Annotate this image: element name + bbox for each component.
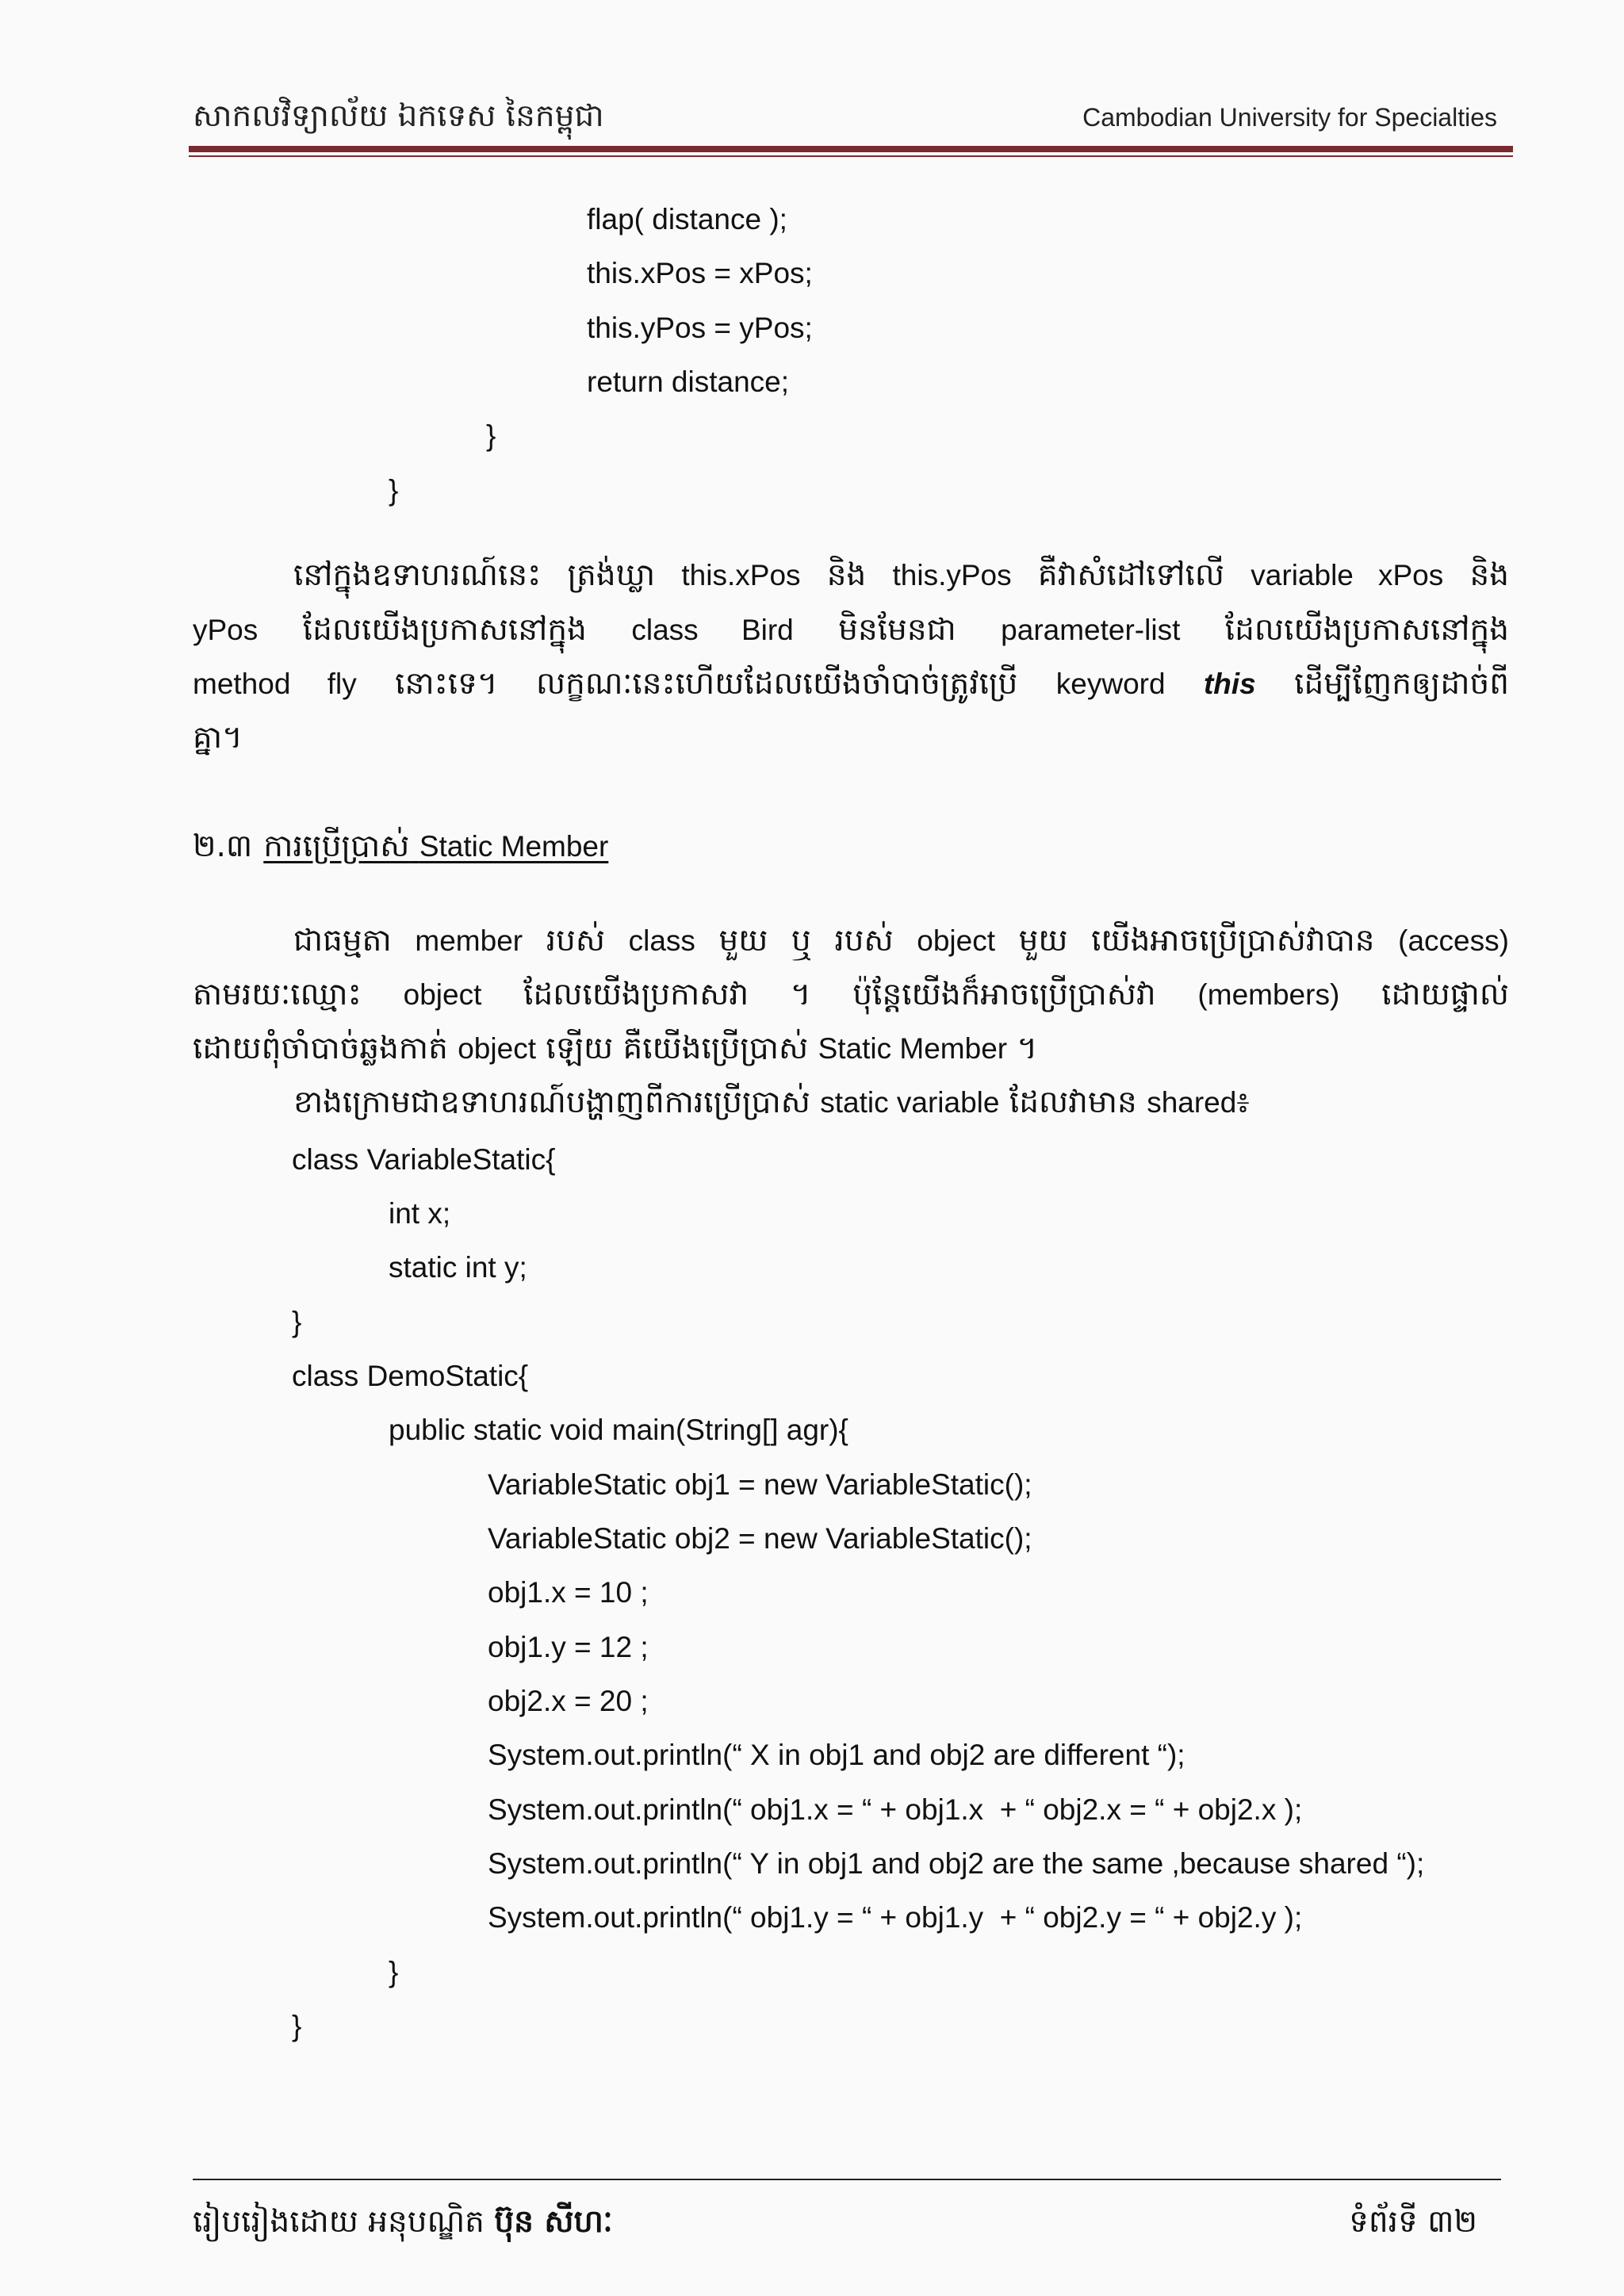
code-line: } — [486, 419, 496, 452]
code-line: } — [292, 1306, 302, 1338]
footer-author-name: ប៊ុន សីហៈ — [494, 2204, 613, 2240]
header-university-english: Cambodian University for Specialties — [1082, 103, 1497, 132]
header-rule-thin — [189, 155, 1513, 157]
section-heading — [193, 827, 608, 872]
paragraph-line: នៅក្នុងឧទាហរណ៍នេះ ត្រង់ឃ្លា this.xPos និង this.yPos គឺវាសំដៅទៅលើ variable xPos និង — [293, 557, 1509, 593]
code-line: System.out.println(“ obj1.y = “ + obj1.y + “ obj2.y = “ + obj2.y ); — [488, 1901, 1303, 1934]
section-title: ការប្រើប្រាស់ Static Member — [263, 828, 609, 864]
code-line: obj2.x = 20 ; — [488, 1685, 649, 1717]
code-line: obj1.x = 10 ; — [488, 1576, 649, 1609]
code-line: class DemoStatic{ — [292, 1360, 529, 1392]
paragraph-line: yPos ដែលយើងប្រកាសនៅក្នុង class Bird មិនមែនជា parameter-list ដែលយើងប្រកាសនៅក្នុង — [193, 612, 1509, 648]
keyword-this: this — [1203, 668, 1256, 700]
code-line: VariableStatic obj1 = new VariableStatic(); — [488, 1468, 1032, 1501]
paragraph-line: គ្នា។ — [193, 720, 243, 756]
paragraph-line: ដោយពុំចាំបាច់ឆ្លងកាត់ object ឡើយ គឺយើងប្រើប្រាស់ Static Member ។ — [193, 1031, 1038, 1066]
code-line: obj1.y = 12 ; — [488, 1631, 649, 1663]
code-line: } — [292, 2010, 302, 2042]
code-line: int x; — [389, 1197, 451, 1230]
code-line: VariableStatic obj2 = new VariableStatic(); — [488, 1522, 1032, 1555]
code-line: flap( distance ); — [587, 203, 787, 235]
footer-author: រៀបរៀងដោយ អនុបណ្ឌិត ប៊ុន សីហៈ — [193, 2204, 613, 2240]
section-number: ២.៣ — [193, 828, 253, 864]
paragraph-line: តាមរយៈឈ្មោះ object ដែលយើងប្រកាសវា ។ ប៉ុន្តែយើងក៏អាចប្រើប្រាស់វា (members) ដោយផ្ទាល់ — [193, 977, 1509, 1012]
header-rule — [189, 146, 1513, 152]
code-line: } — [389, 474, 399, 507]
code-line: System.out.println(“ Y in obj1 and obj2 are the same ,because shared “); — [488, 1847, 1425, 1880]
code-line: public static void main(String[] agr){ — [389, 1414, 848, 1446]
code-line: } — [389, 1956, 399, 1988]
code-line: class VariableStatic{ — [292, 1143, 556, 1176]
code-line: static int y; — [389, 1251, 527, 1284]
header-university-khmer: សាកលវិទ្យាល័យ ឯកទេស នៃកម្ពុជា — [193, 98, 604, 134]
paragraph-line: ខាងក្រោមជាឧទាហរណ៍បង្ហាញពីការប្រើប្រាស់ static variable ដែលវាមាន shared៖ — [293, 1085, 1250, 1120]
paragraph-line: ជាធម្មតា member របស់ class មួយ ឬ របស់ object មួយ យើងអាចប្រើប្រាស់វាបាន (access) — [293, 923, 1509, 959]
code-line: this.xPos = xPos; — [587, 257, 813, 289]
footer-rule — [193, 2179, 1501, 2180]
code-line: System.out.println(“ obj1.x = “ + obj1.x + “ obj2.x = “ + obj2.x ); — [488, 1793, 1303, 1826]
code-line: System.out.println(“ X in obj1 and obj2 are different “); — [488, 1739, 1185, 1771]
code-line: return distance; — [587, 365, 790, 398]
footer-page-number: ទំព័រទី ៣២ — [1349, 2204, 1477, 2240]
code-line: this.yPos = yPos; — [587, 312, 813, 344]
paragraph-line: method fly នោះទេ។ លក្ខណៈនេះហើយដែលយើងចាំបាច់ត្រូវប្រើ keyword this ដើម្បីញែកឲ្យដាច់ពី — [193, 666, 1509, 702]
